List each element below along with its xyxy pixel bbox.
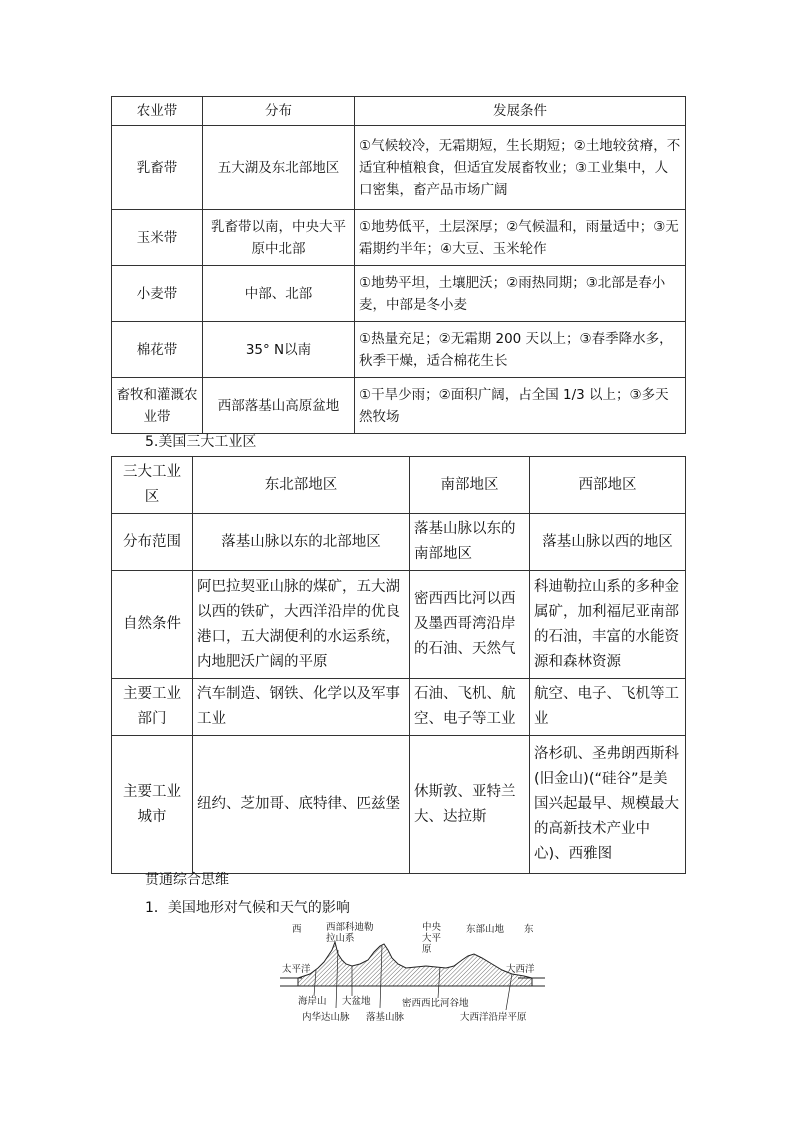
label-central-plain: 中央大平原 bbox=[422, 922, 442, 955]
row-label: 自然条件 bbox=[112, 571, 193, 679]
item-1-title: 1．美国地形对气候和天气的影响 bbox=[145, 900, 350, 916]
belt-distribution: 35° N以南 bbox=[203, 322, 355, 378]
label-atlantic: 大西洋 bbox=[506, 964, 535, 975]
section-heading: 贯通综合思维 bbox=[145, 872, 229, 888]
label-atlantic-plain: 大西洋沿岸平原 bbox=[460, 1012, 527, 1023]
label-rockies: 落基山脉 bbox=[366, 1012, 405, 1023]
header-conditions: 发展条件 bbox=[355, 97, 686, 126]
west-cell: 洛杉矶、圣弗朗西斯科(旧金山)(“硅谷”是美国兴起最早、规模最大的高新技术产业中心)、西雅图 bbox=[530, 736, 686, 874]
belt-name: 小麦带 bbox=[112, 266, 203, 322]
northeast-cell: 落基山脉以东的北部地区 bbox=[193, 514, 410, 571]
table-row bbox=[112, 679, 686, 736]
table-row bbox=[112, 126, 686, 210]
belt-name: 畜牧和灌溉农业带 bbox=[112, 378, 203, 434]
row-label: 分布范围 bbox=[112, 514, 193, 571]
terrain-profile bbox=[298, 942, 532, 986]
table-header-row bbox=[112, 457, 686, 514]
table-row bbox=[112, 266, 686, 322]
northeast-cell: 阿巴拉契亚山脉的煤矿，五大湖以西的铁矿，大西洋沿岸的优良港口，五大湖便利的水运系统，内地肥沃广阔的平原 bbox=[193, 571, 410, 679]
belt-name: 棉花带 bbox=[112, 322, 203, 378]
northeast-cell: 纽约、芝加哥、底特律、匹兹堡 bbox=[193, 736, 410, 874]
belt-distribution: 乳畜带以南，中央大平原中北部 bbox=[203, 210, 355, 266]
belt-conditions: ①气候较冷，无霜期短，生长期短；②土地较贫瘠，不适宜种植粮食，但适宜发展畜牧业；③工业集中，人口密集，畜产品市场广阔 bbox=[355, 126, 686, 210]
section-5-title: 5.美国三大工业区 bbox=[145, 434, 257, 450]
belt-name: 玉米带 bbox=[112, 210, 203, 266]
belt-conditions: ①干旱少雨；②面积广阔，占全国 1/3 以上；③多天然牧场 bbox=[355, 378, 686, 434]
belt-distribution: 西部落基山高原盆地 bbox=[203, 378, 355, 434]
south-cell: 密西西比河以西及墨西哥湾沿岸的石油、天然气 bbox=[410, 571, 530, 679]
header-west: 西部地区 bbox=[530, 457, 686, 514]
table-row bbox=[112, 210, 686, 266]
label-cordillera: 西部科迪勒拉山系 bbox=[326, 922, 374, 944]
label-coast-range: 海岸山 bbox=[298, 996, 327, 1007]
agriculture-belt-table bbox=[111, 96, 686, 434]
west-cell: 落基山脉以西的地区 bbox=[530, 514, 686, 571]
header-south: 南部地区 bbox=[410, 457, 530, 514]
south-cell: 落基山脉以东的南部地区 bbox=[410, 514, 530, 571]
belt-distribution: 五大湖及东北部地区 bbox=[203, 126, 355, 210]
industrial-region-table bbox=[111, 456, 686, 874]
header-belt: 农业带 bbox=[112, 97, 203, 126]
belt-conditions: ①地势平坦，土壤肥沃；②雨热同期；③北部是春小麦，中部是冬小麦 bbox=[355, 266, 686, 322]
south-cell: 休斯敦、亚特兰大、达拉斯 bbox=[410, 736, 530, 874]
table-header-row bbox=[112, 97, 686, 126]
label-pacific: 太平洋 bbox=[282, 964, 311, 975]
south-cell: 石油、飞机、航空、电子等工业 bbox=[410, 679, 530, 736]
belt-conditions: ①地势低平，土层深厚；②气候温和，雨量适中；③无霜期约半年；④大豆、玉米轮作 bbox=[355, 210, 686, 266]
header-region: 三大工业区 bbox=[112, 457, 193, 514]
northeast-cell: 汽车制造、钢铁、化学以及军事工业 bbox=[193, 679, 410, 736]
table-row bbox=[112, 514, 686, 571]
belt-name: 乳畜带 bbox=[112, 126, 203, 210]
label-great-basin: 大盆地 bbox=[342, 996, 371, 1007]
table-row bbox=[112, 378, 686, 434]
row-label: 主要工业部门 bbox=[112, 679, 193, 736]
row-label: 主要工业城市 bbox=[112, 736, 193, 874]
terrain-profile-diagram bbox=[280, 920, 550, 1030]
label-east-mountains: 东部山地 bbox=[466, 924, 505, 935]
label-east: 东 bbox=[524, 924, 534, 935]
header-distribution: 分布 bbox=[203, 97, 355, 126]
label-mississippi: 密西西比河谷地 bbox=[402, 998, 469, 1009]
label-west: 西 bbox=[292, 924, 302, 935]
table-row bbox=[112, 736, 686, 874]
label-nevada: 内华达山脉 bbox=[302, 1012, 350, 1023]
west-cell: 航空、电子、飞机等工业 bbox=[530, 679, 686, 736]
belt-conditions: ①热量充足；②无霜期 200 天以上；③春季降水多，秋季干燥，适合棉花生长 bbox=[355, 322, 686, 378]
table-row bbox=[112, 322, 686, 378]
table-row bbox=[112, 571, 686, 679]
header-northeast: 东北部地区 bbox=[193, 457, 410, 514]
west-cell: 科迪勒拉山系的多种金属矿，加利福尼亚南部的石油，丰富的水能资源和森林资源 bbox=[530, 571, 686, 679]
belt-distribution: 中部、北部 bbox=[203, 266, 355, 322]
